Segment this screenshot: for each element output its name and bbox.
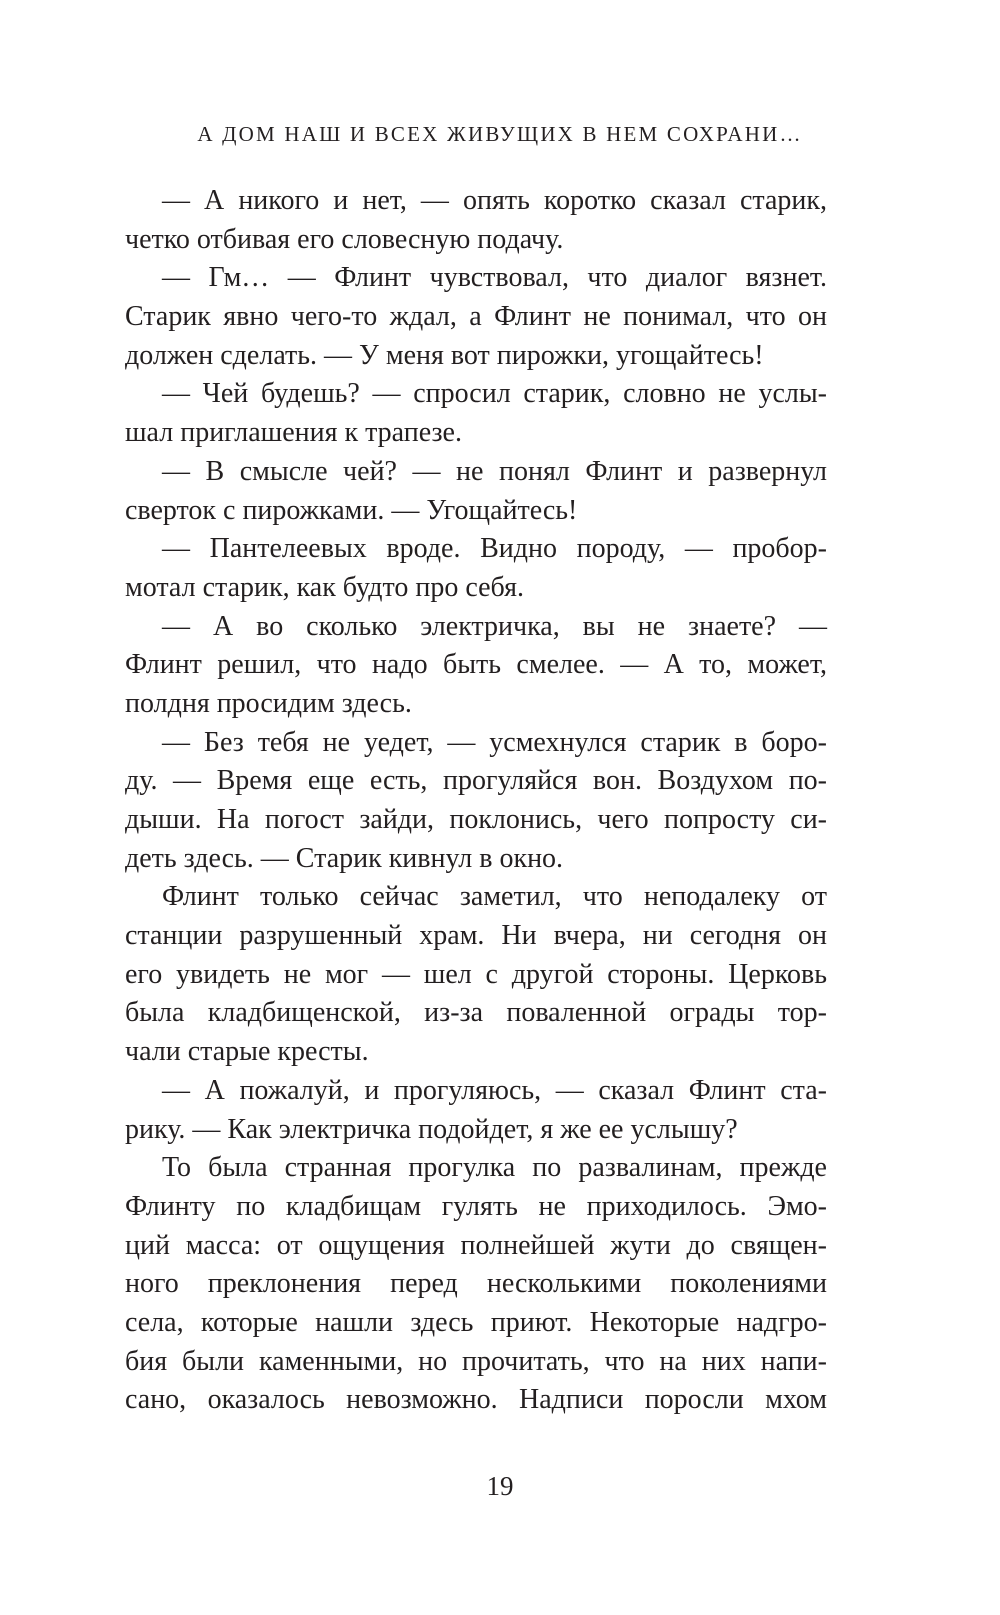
text-line: деть здесь. — Старик кивнул в окно. [125, 842, 564, 874]
text-line: ций масса: от ощущения полнейшей жути до священ- [125, 1229, 827, 1261]
text-line: Флинту по кладбищам гулять не приходилось. Эмо- [125, 1190, 827, 1222]
text-line: села, которые нашли здесь приют. Некоторые надгро- [125, 1306, 827, 1338]
text-line: — Гм… — Флинт чувствовал, что диалог вязнет. [162, 262, 827, 294]
text-line: сано, оказалось невозможно. Надписи поросли мхом [125, 1384, 827, 1416]
text-line: — Пантелеевых вроде. Видно породу, — пробор- [162, 533, 827, 565]
text-line: полдня просидим здесь. [125, 687, 412, 719]
text-line: ного преклонения перед несколькими поколениями [125, 1268, 827, 1300]
text-line: — Чей будешь? — спросил старик, словно не услы- [162, 378, 827, 410]
text-line: была кладбищенской, из-за поваленной ограды тор- [125, 997, 827, 1029]
text-line: рику. — Как электричка подойдет, я же ее услышу? [125, 1113, 738, 1145]
body-text [125, 182, 827, 1420]
text-line: — В смысле чей? — не понял Флинт и развернул [162, 455, 827, 487]
text-line: — А никого и нет, — опять коротко сказал старик, [162, 185, 827, 216]
text-line: — А пожалуй, и прогуляюсь, — сказал Флинт ста- [162, 1074, 827, 1106]
text-line: Флинт только сейчас заметил, что неподалеку от [162, 881, 827, 913]
text-line: сверток с пирожками. — Угощайтесь! [125, 494, 578, 526]
text-line: — Без тебя не уедет, — усмехнулся старик в боро- [162, 726, 827, 758]
text-line: четко отбивая его словесную подачу. [125, 223, 564, 255]
text-line: его увидеть не мог — шел с другой стороны. Церковь [125, 958, 827, 990]
text-line: Флинт решил, что надо быть смелее. — А то, может, [125, 649, 827, 681]
text-line: — А во сколько электричка, вы не знаете? — [162, 610, 827, 642]
text-line: мотал старик, как будто про себя. [125, 571, 524, 603]
text-line: То была странная прогулка по развалинам, прежде [162, 1152, 827, 1184]
page-number: 19 [486, 1471, 514, 1501]
text-line: бия были каменными, но прочитать, что на них напи- [125, 1345, 827, 1377]
text-line: дыши. На погост зайди, поклонись, чего попросту си- [125, 804, 827, 835]
text-line: станции разрушенный храм. Ни вчера, ни сегодня он [125, 920, 827, 952]
text-line: Старик явно чего-то ждал, а Флинт не понимал, что он [125, 301, 827, 333]
text-line: ду. — Время еще есть, прогуляйся вон. Воздухом по- [125, 765, 827, 797]
text-line: чали старые кресты. [125, 1036, 369, 1068]
text-line: шал приглашения к трапезе. [125, 417, 462, 449]
text-line: должен сделать. — У меня вот пирожки, угощайтесь! [125, 339, 764, 371]
running-head: А ДОМ НАШ И ВСЕХ ЖИВУЩИХ В НЕМ СОХРАНИ… [197, 122, 803, 146]
